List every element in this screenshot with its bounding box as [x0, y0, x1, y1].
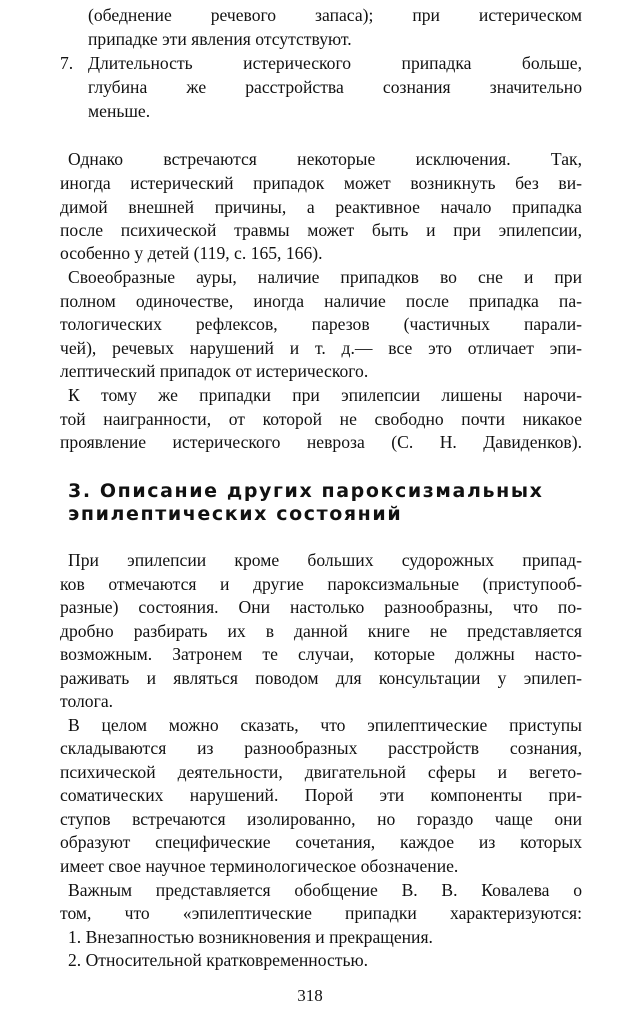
paragraph-line: той наигранности, от которой не свободно почти никакое — [60, 409, 582, 429]
paragraph-line: особенно у детей (119, с. 165, 166). — [60, 243, 323, 263]
paragraph-line: тологических рефлексов, парезов (частичных парали- — [60, 314, 582, 334]
paragraph-line: складываются из разнообразных расстройств сознания, — [60, 738, 582, 758]
paragraph-line: При эпилепсии кроме больших судорожных припад- — [68, 550, 582, 570]
paragraph-line: чей), речевых нарушений и т. д.— все это отличает эпи- — [60, 338, 582, 358]
paragraph-line: полном одиночестве, иногда наличие после припадка па- — [60, 291, 582, 311]
paragraph-line: лептический припадок от истерического. — [60, 361, 369, 381]
paragraph-line: возможным. Затронем те случаи, которые должны насто- — [60, 644, 582, 664]
paragraph-line: психической деятельности, двигательной сферы и вегето- — [60, 762, 582, 782]
paragraph-line: димой внешней причины, а реактивное начало припадка — [60, 197, 582, 217]
list-item-7-line: меньше. — [88, 101, 151, 121]
paragraph-line: Своеобразные ауры, наличие припадков во сне и при — [68, 267, 582, 287]
list-item-6-line: припадке эти явления отсутствуют. — [88, 29, 352, 49]
section-heading: 3. Описание других пароксизмальных — [68, 480, 544, 502]
list-item-7-line: Длительность истерического припадка больше, — [88, 53, 582, 73]
paragraph-line: образуют специфические сочетания, каждое из которых — [60, 832, 582, 852]
paragraph-line: имеет свое научное терминологическое обозначение. — [60, 856, 459, 876]
list-item: 2. Относительной кратковременностью. — [68, 950, 369, 970]
paragraph-line: том, что «эпилептические припадки характеризуются: — [60, 903, 582, 923]
paragraph-line: раживать и являться поводом для консультации у эпилеп- — [60, 668, 582, 688]
paragraph-line: ков отмечаются и другие пароксизмальные (приступооб- — [60, 574, 582, 594]
section-heading: эпилептических состояний — [68, 503, 403, 525]
paragraph-line: К тому же припадки при эпилепсии лишены нарочи- — [68, 385, 582, 405]
paragraph-line: толога. — [60, 691, 114, 711]
paragraph-line: ступов встречаются изолированно, но гораздо чаще они — [60, 809, 582, 829]
paragraph-line: Важным представляется обобщение В. В. Ковалева о — [68, 880, 582, 900]
list-item-6-line: (обеднение речевого запаса); при истерическом — [88, 5, 582, 25]
page-number: 318 — [297, 986, 323, 1005]
book-page — [60, 0, 582, 1012]
paragraph-line: В целом можно сказать, что эпилептические приступы — [68, 715, 582, 735]
paragraph-line: иногда истерический припадок может возникнуть без ви- — [60, 173, 582, 193]
list-item: 1. Внезапностью возникновения и прекращения. — [68, 927, 433, 947]
paragraph-line: проявление истерического невроза (С. Н. Давиденков). — [60, 432, 582, 452]
paragraph-line: дробно разбирать их в данной книге не представляется — [60, 621, 582, 641]
list-item-7-number: 7. — [60, 53, 74, 73]
paragraph-line: Однако встречаются некоторые исключения. Так, — [68, 149, 582, 169]
paragraph-line: после психической травмы может быть и при эпилепсии, — [60, 220, 582, 240]
paragraph-line: разные) состояния. Они настолько разнообразны, что по- — [60, 597, 582, 617]
paragraph-line: соматических нарушений. Порой эти компоненты при- — [60, 785, 582, 805]
list-item-7-line: глубина же расстройства сознания значительно — [88, 77, 582, 97]
